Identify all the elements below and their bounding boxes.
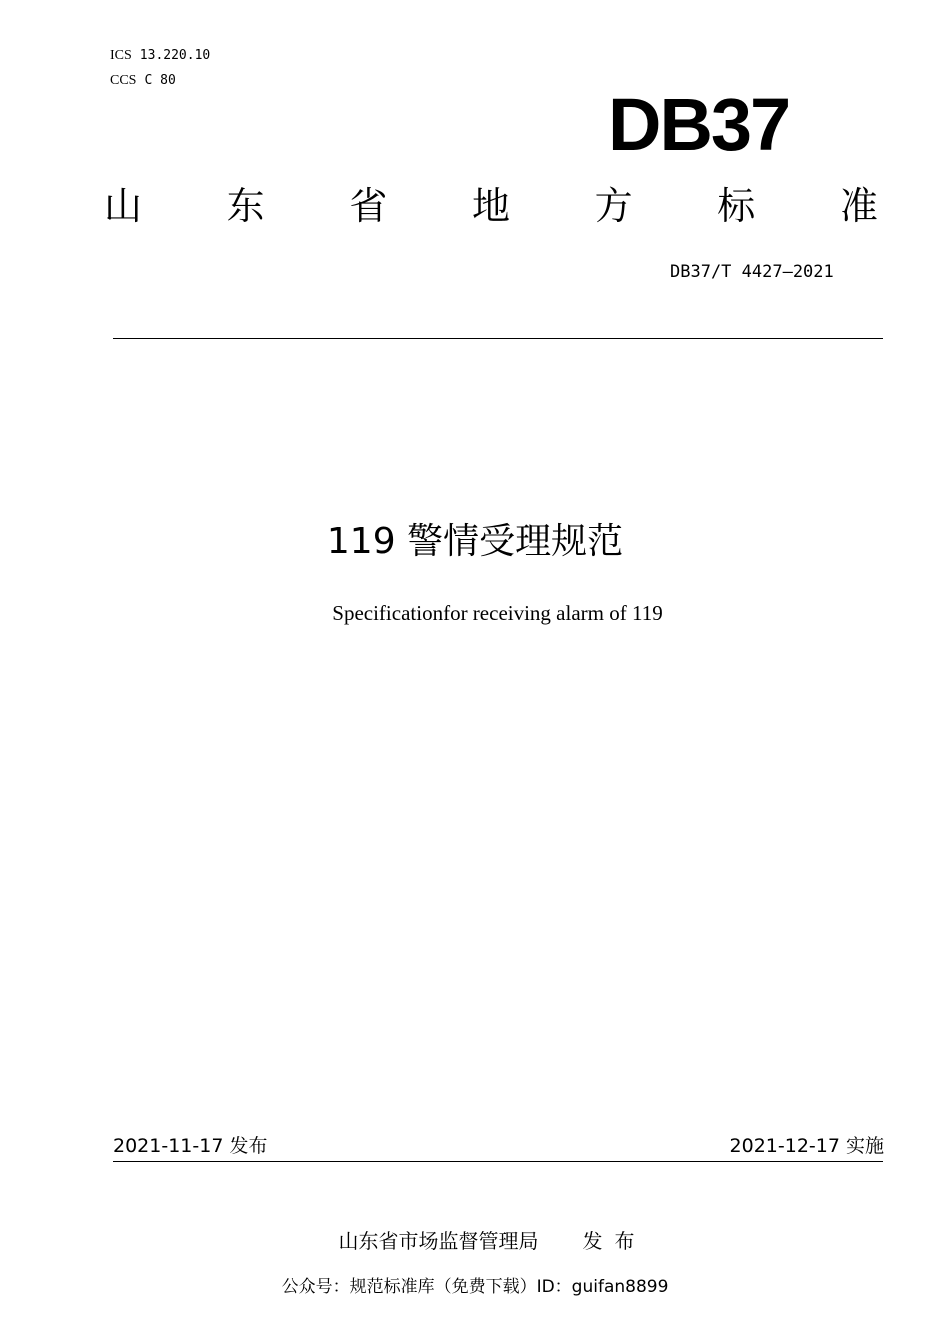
ics-value: 13.220.10 bbox=[139, 48, 211, 63]
document-subtitle-en: Specificationfor receiving alarm of 119 bbox=[332, 601, 663, 625]
publish-date: 2021-11-17 发布 bbox=[113, 1135, 268, 1157]
db37-logo: DB37 bbox=[608, 83, 790, 166]
standard-type-char: 山 bbox=[104, 184, 143, 228]
header-divider bbox=[113, 338, 883, 339]
ccs-code bbox=[110, 72, 176, 89]
ics-label: ICS bbox=[110, 48, 132, 63]
standard-type-char: 标 bbox=[717, 184, 756, 228]
standard-type-char: 准 bbox=[839, 184, 878, 228]
document-title: 119 警情受理规范 bbox=[326, 521, 624, 562]
issuer-name: 山东省市场监督管理局 bbox=[338, 1229, 539, 1253]
standard-type-char: 方 bbox=[594, 184, 633, 228]
standard-type-char: 地 bbox=[471, 184, 510, 228]
issuer-line bbox=[0, 1228, 950, 1254]
footer-note: 公众号：规范标准库（免费下载）ID：guifan8899 bbox=[281, 1277, 669, 1297]
ccs-value: C 80 bbox=[144, 73, 176, 88]
ccs-label: CCS bbox=[110, 73, 137, 88]
standard-type-char: 省 bbox=[349, 184, 388, 228]
ics-code bbox=[110, 47, 210, 64]
standard-type-char: 东 bbox=[226, 184, 265, 228]
footer-divider bbox=[113, 1161, 883, 1162]
issuer-verb: 发布 bbox=[582, 1229, 647, 1253]
standard-type-heading bbox=[104, 184, 878, 228]
implement-date: 2021-12-17 实施 bbox=[729, 1135, 884, 1157]
standard-number: DB37/T 4427—2021 bbox=[670, 262, 834, 282]
